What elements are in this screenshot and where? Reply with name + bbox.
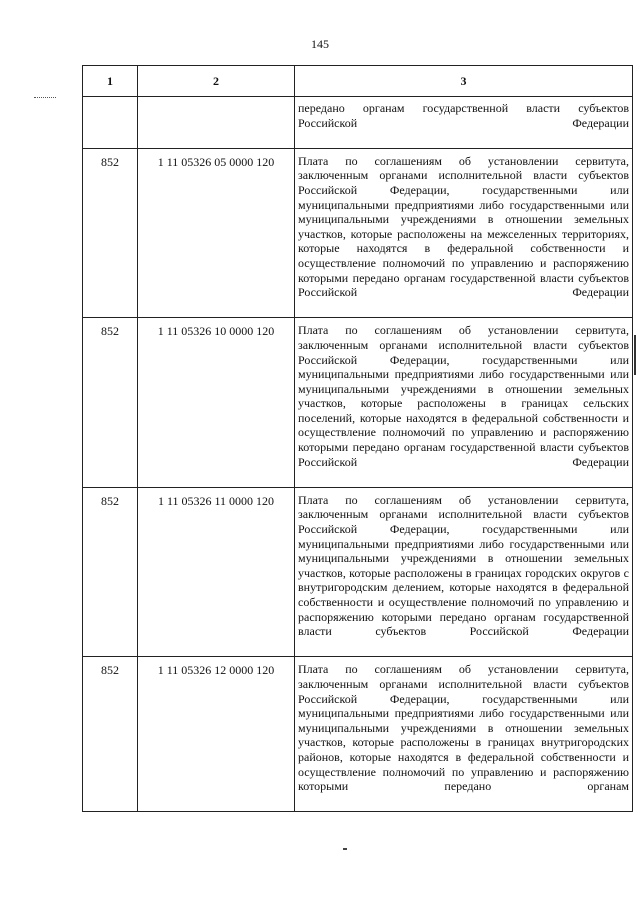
description-cell xyxy=(295,318,633,488)
column-header-2: 2 xyxy=(138,66,295,97)
column-header-1: 1 xyxy=(83,66,138,97)
margin-tick xyxy=(634,335,636,375)
description-text: передано органам государственной власти субъектов Российской Федерации xyxy=(298,101,629,130)
margin-mark xyxy=(34,97,56,99)
table-row xyxy=(83,318,633,488)
admin-code-cell: 852 xyxy=(83,318,138,488)
income-code-cell: 1 11 05326 11 0000 120 xyxy=(138,487,295,657)
income-codes-table xyxy=(82,65,633,812)
description-cell xyxy=(295,487,633,657)
admin-code-cell: 852 xyxy=(83,657,138,812)
description-cell xyxy=(295,97,633,149)
table-row-continuation xyxy=(83,97,633,149)
description-cell xyxy=(295,657,633,812)
description-cell xyxy=(295,148,633,318)
page-number: 145 xyxy=(311,37,329,51)
income-code-cell: 1 11 05326 12 0000 120 xyxy=(138,657,295,812)
table-header-row xyxy=(83,66,633,97)
admin-code-cell xyxy=(83,97,138,149)
table-row xyxy=(83,657,633,812)
scan-speck xyxy=(343,848,347,850)
income-code-cell: 1 11 05326 10 0000 120 xyxy=(138,318,295,488)
description-text: Плата по соглашениям об установлении сервитута, заключенным органами исполнительной власти субъектов Российской Федерации, государственными или муниципальными предприятиями либо государственными или муниципальными учреждениями в отношении земельных участков, которые расположены в границах сельских поселений, которые находятся в федеральной собственности и осуществление полномочий по управлению и распоряжению которыми передано органам государственной власти субъектов Российской Федерации xyxy=(298,323,629,469)
income-code-cell xyxy=(138,97,295,149)
income-code-cell: 1 11 05326 05 0000 120 xyxy=(138,148,295,318)
column-header-3: 3 xyxy=(295,66,633,97)
admin-code-cell: 852 xyxy=(83,487,138,657)
table-row xyxy=(83,148,633,318)
table-row xyxy=(83,487,633,657)
description-text: Плата по соглашениям об установлении сервитута, заключенным органами исполнительной власти субъектов Российской Федерации, государственными или муниципальными предприятиями либо государственными или муниципальными учреждениями в отношении земельных участков, которые расположены в границах городских округов с внутригородским делением, которые находятся в федеральной собственности и осуществление полномочий по управлению и распоряжению которыми передано органам государственной власти субъектов Российской Федерации xyxy=(298,492,629,639)
description-text: Плата по соглашениям об установлении сервитута, заключенным органами исполнительной власти субъектов Российской Федерации, государственными или муниципальными предприятиями либо государственными или муниципальными учреждениями в отношении земельных участков, которые расположены в границах внутригородских районов, которые находятся в федеральной собственности и осуществление полномочий по управлению и распоряжению которыми передано органам xyxy=(298,662,629,794)
description-text: Плата по соглашениям об установлении сервитута, заключенным органами исполнительной власти субъектов Российской Федерации, государственными или муниципальными предприятиями либо государственными или муниципальными учреждениями в отношении земельных участков, которые расположены на межселенных территориях, которые находятся в федеральной собственности и осуществление полномочий по управлению и распоряжению которыми передано органам государственной власти субъектов Российской Федерации xyxy=(298,153,629,300)
admin-code-cell: 852 xyxy=(83,148,138,318)
